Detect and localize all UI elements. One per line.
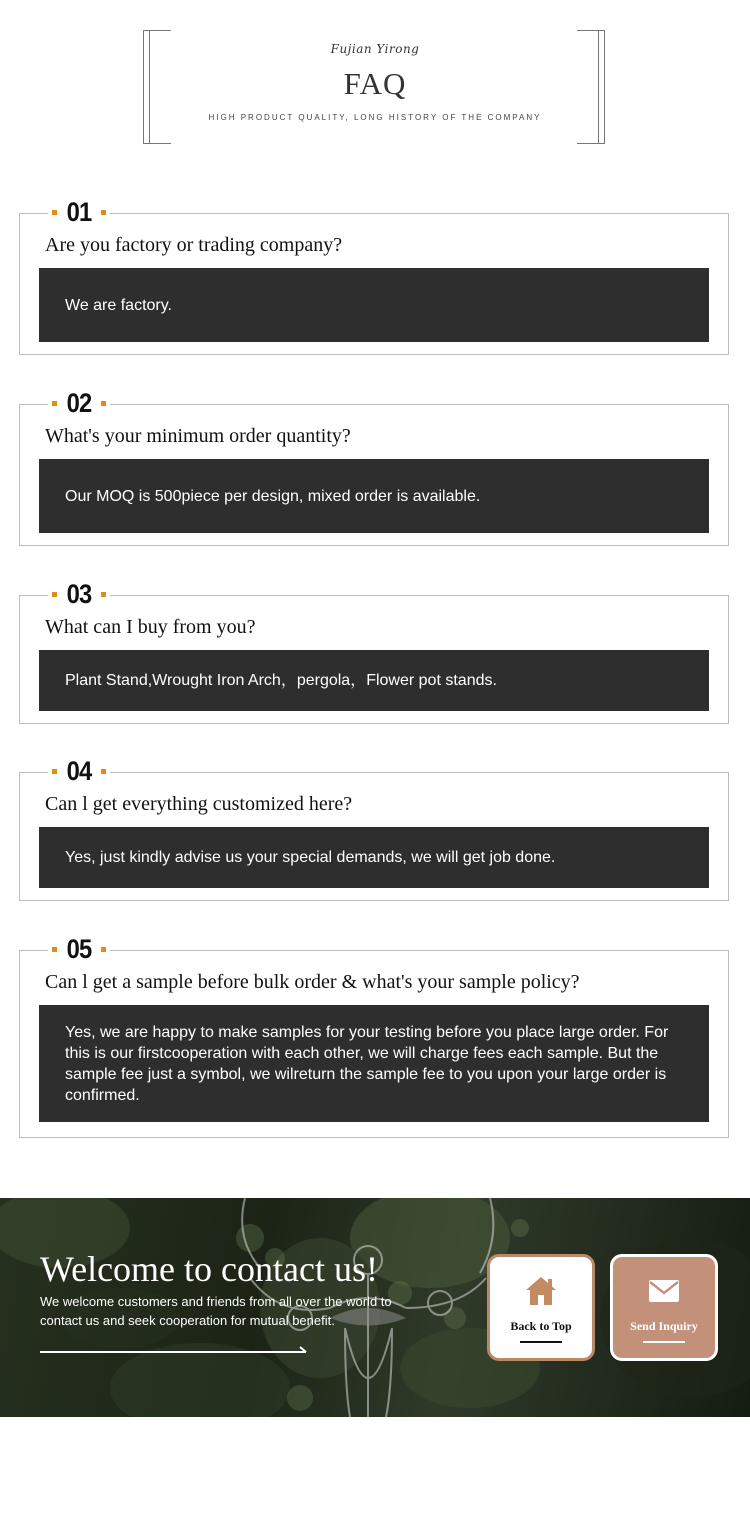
faq-item-2 [19, 387, 729, 546]
faq-answer: Yes, just kindly advise us your special demands, we will get job done. [39, 827, 709, 888]
accent-dot [52, 592, 57, 597]
underline-decoration [520, 1341, 562, 1343]
faq-number-badge [48, 388, 110, 418]
faq-number-badge [48, 197, 110, 227]
underline-decoration [643, 1341, 685, 1343]
accent-dot [101, 210, 106, 215]
faq-number-badge [48, 934, 110, 964]
accent-dot [52, 947, 57, 952]
back-to-top-label: Back to Top [510, 1319, 572, 1333]
page-subtitle: HIGH PRODUCT QUALITY, LONG HISTORY OF THE COMPANY [208, 113, 542, 122]
accent-dot [101, 401, 106, 406]
faq-number: 01 [66, 196, 92, 227]
faq-answer: We are factory. [39, 268, 709, 342]
send-inquiry-button[interactable] [610, 1254, 718, 1361]
envelope-icon [648, 1275, 680, 1307]
accent-dot [101, 769, 106, 774]
faq-question: Can l get a sample before bulk order & what's your sample policy? [45, 971, 580, 993]
faq-number-badge [48, 579, 110, 609]
faq-item-4 [19, 755, 729, 901]
faq-item-5 [19, 933, 729, 1138]
back-to-top-button[interactable] [487, 1254, 595, 1361]
faq-answer: Yes, we are happy to make samples for your testing before you place large order. For this is our firstcooperation with each other, we will charge fees each sample. But the sample fee just a symbol, we wilreturn the sample fee to you upon your large order is confirmed. [39, 1005, 709, 1122]
contact-description: We welcome customers and friends from all over the world to contact us and seek cooperation for mutual benefit. [40, 1294, 392, 1328]
faq-item-1 [19, 196, 729, 355]
arrow-right-icon [40, 1346, 310, 1356]
faq-answer: Plant Stand,Wrought Iron Arch，pergola，Flower pot stands. [39, 650, 709, 711]
faq-number-badge [48, 756, 110, 786]
accent-dot [52, 769, 57, 774]
faq-number: 03 [66, 578, 92, 609]
page-title: FAQ [343, 66, 407, 101]
faq-question: Can l get everything customized here? [45, 793, 353, 815]
accent-dot [101, 947, 106, 952]
faq-item-3 [19, 578, 729, 724]
send-inquiry-label: Send Inquiry [630, 1319, 698, 1333]
company-script-logo: Fujian Yirong [330, 42, 420, 56]
faq-number: 04 [66, 755, 92, 786]
faq-number: 05 [66, 933, 92, 964]
accent-dot [52, 210, 57, 215]
faq-answer: Our MOQ is 500piece per design, mixed order is available. [39, 459, 709, 533]
accent-dot [101, 592, 106, 597]
faq-number: 02 [66, 387, 92, 418]
faq-question: What can I buy from you? [45, 616, 256, 638]
faq-header [0, 0, 750, 170]
contact-title: Welcome to contact us! [40, 1249, 378, 1289]
faq-question: Are you factory or trading company? [45, 234, 343, 256]
accent-dot [52, 401, 57, 406]
faq-question: What's your minimum order quantity? [45, 425, 351, 447]
contact-banner [0, 1198, 750, 1417]
home-icon [524, 1275, 558, 1307]
